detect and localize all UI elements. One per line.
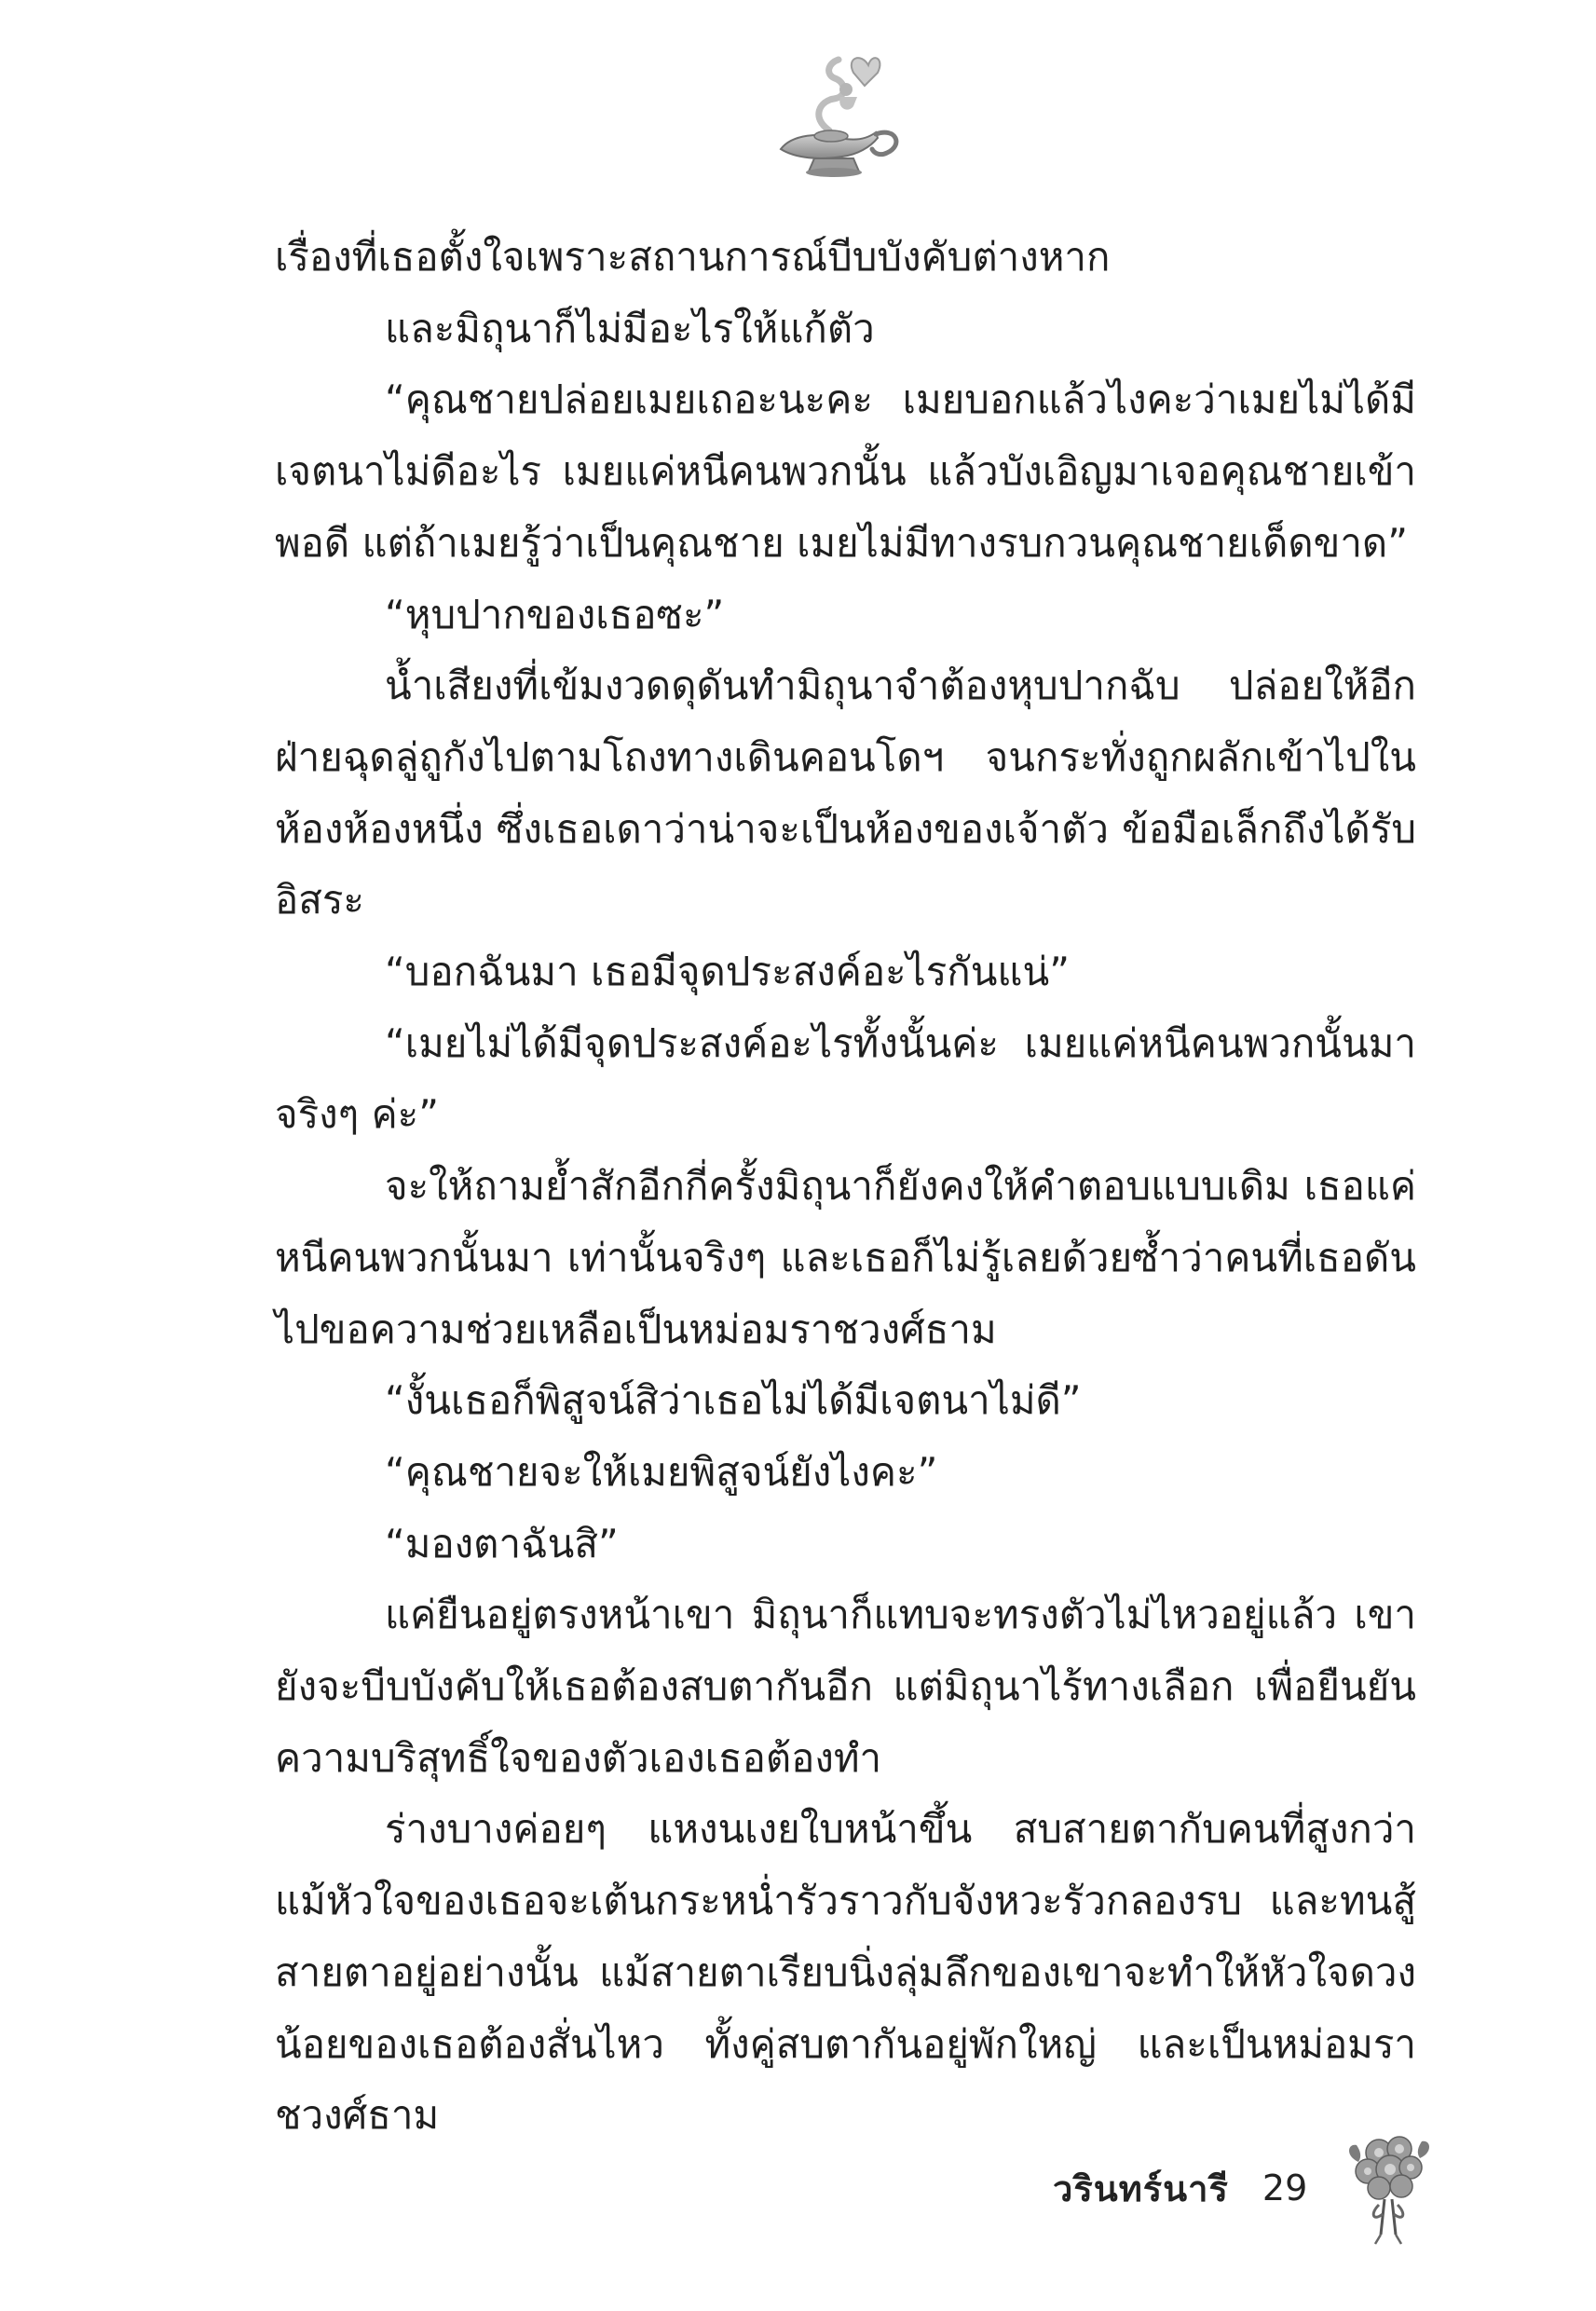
flower-bouquet-icon bbox=[1342, 2125, 1435, 2246]
genie-lamp-icon bbox=[764, 45, 913, 185]
paragraph: “มองตาฉันสิ” bbox=[385, 1520, 619, 1566]
paragraph: “บอกฉันมา เธอมีจุดประสงค์อะไรกันแน่” bbox=[385, 949, 1070, 995]
book-title: วรินทร์นารี bbox=[1053, 2167, 1229, 2209]
paragraph: “เมยไม่ได้มีจุดประสงค์อะไรทั้งนั้นค่ะ เมยแค่หนีคนพวกนั้นมาจริงๆ ค่ะ” bbox=[275, 1019, 1416, 1138]
body-text bbox=[275, 222, 1416, 2152]
page-number: 29 bbox=[1262, 2167, 1308, 2208]
paragraph: แค่ยืนอยู่ตรงหน้าเขา มิถุนาก็แทบจะทรงตัวไม่ไหวอยู่แล้ว เขายังจะบีบบังคับให้เธอต้องสบตากันอีก แต่มิถุนาไร้ทางเลือก เพื่อยืนยันความบริสุทธิ์ใจของตัวเองเธอต้องทำ bbox=[275, 1592, 1416, 1781]
paragraph: “คุณชายจะให้เมยพิสูจน์ยังไงคะ” bbox=[385, 1448, 938, 1495]
paragraph: น้ำเสียงที่เข้มงวดดุดันทำมิถุนาจำต้องหุบปากฉับ ปล่อยให้อีกฝ่ายฉุดลู่ถูกังไปตามโถงทางเดินคอนโดฯ จนกระทั่งถูกผลักเข้าไปในห้องห้องหนึ่ง ซึ่งเธอเดาว่าน่าจะเป็นห้องของเจ้าตัว ข้อมือเล็กถึงได้รับอิสระ bbox=[275, 663, 1416, 923]
paragraph: และมิถุนาก็ไม่มีอะไรให้แก้ตัว bbox=[385, 305, 875, 351]
paragraph: “งั้นเธอก็พิสูจน์สิว่าเธอไม่ได้มีเจตนาไม่ดี” bbox=[385, 1377, 1082, 1424]
paragraph: ร่างบางค่อยๆ แหงนเงยใบหน้าขึ้น สบสายตากับคนที่สูงกว่า แม้หัวใจของเธอจะเต้นกระหน่ำรัวราวกับจังหวะรัวกลองรบ และทนสู้สายตาอยู่อย่างนั้น แม้สายตาเรียบนิ่งลุ่มลึกของเขาจะทำให้หัวใจดวงน้อยของเธอต้องสั่นไหว ทั้งคู่สบตากันอยู่พักใหญ่ และเป็นหม่อมราชวงศ์ธาม bbox=[275, 1806, 1416, 2139]
paragraph: “หุบปากของเธอซะ” bbox=[385, 591, 725, 637]
paragraph: เรื่องที่เธอตั้งใจเพราะสถานการณ์บีบบังคับต่างหาก bbox=[275, 234, 1111, 280]
page-footer bbox=[1053, 2160, 1307, 2216]
paragraph: จะให้ถามย้ำสักอีกกี่ครั้งมิถุนาก็ยังคงให้คำตอบแบบเดิม เธอแค่หนีคนพวกนั้นมา เท่านั้นจริงๆ และเธอก็ไม่รู้เลยด้วยซ้ำว่าคนที่เธอดันไปขอความช่วยเหลือเป็นหม่อมราชวงศ์ธาม bbox=[275, 1163, 1416, 1352]
paragraph: “คุณชายปล่อยเมยเถอะนะคะ เมยบอกแล้วไงคะว่าเมยไม่ได้มีเจตนาไม่ดีอะไร เมยแค่หนีคนพวกนั้น แล้วบังเอิญมาเจอคุณชายเข้าพอดี แต่ถ้าเมยรู้ว่าเป็นคุณชาย เมยไม่มีทางรบกวนคุณชายเด็ดขาด” bbox=[275, 376, 1416, 566]
